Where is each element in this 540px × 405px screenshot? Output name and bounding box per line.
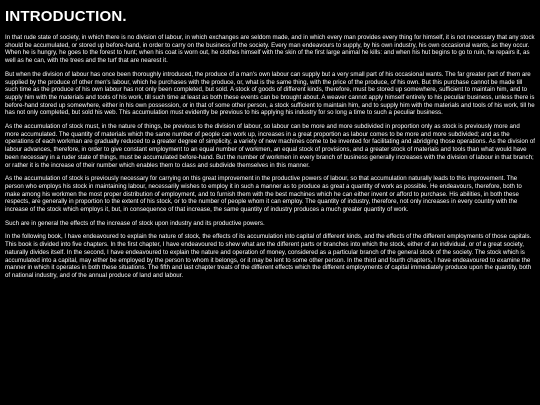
paragraph-1: In that rude state of society, in which there is no division of labour, in which exchanges are seldom made, and in which every man provides every thing for himself, it is not necessary that any stock should be accumulated, or stored up before-hand, in order to carry on the business of the society. Every man endeavours to supply, by his own industry, his own occasional wants, as they occur. When he is hungry, he goes to the forest to hunt; when his coat is worn out, he clothes himself with the skin of the first large animal he kills: and when his hut begins to go to ruin, he repairs it, as well as he can, with the trees and the turf that are nearest it. [5,34,535,65]
paragraph-5: Such are in general the effects of the increase of stock upon industry and its productive powers. [5,219,265,227]
paragraph-6: In the following book, I have endeavoured to explain the nature of stock, the effects of its accumulation into capital of different kinds, and the effects of the different employments of those capitals. This book is divided into five chapters. In the first chapter, I have endeavoured to shew what are the different parts or branches into which the stock, either of an individual, or of a great society, naturally divides itself. In the second, I have endeavoured to explain the nature and operation of money, considered as a particular branch of the general stock of the society. The stock which is accumulated into a capital, may either be employed by the person to whom it belongs, or it may be lent to some other person. In the third and fourth chapters, I have endeavoured to examine the manner in which it operates in both these situations. The fifth and last chapter treats of the different effects which the different employments of capital immediately produce upon the quantity, both of national industry, and of the annual produce of land and labour. [5,233,532,279]
paragraph-4: As the accumulation of stock is previously necessary for carrying on this great improvement in the productive powers of labour, so that accumulation naturally leads to this improvement. The person who employs his stock in maintaining labour, necessarily wishes to employ it in such a manner as to produce as great a quantity of work as possible. He endeavours, therefore, both to make among his workmen the most proper distribution of employment, and to furnish them with the best machines which he can either invent or afford to purchase. His abilities, in both these respects, are generally in proportion to the extent of his stock, or to the number of people whom it can employ. The quantity of industry, therefore, not only increases in every country with the increase of the stock which employs it, but, in consequence of that increase, the same quantity of industry produces a much greater quantity of work. [5,175,522,214]
page-title: INTRODUCTION. [5,8,127,25]
paragraph-3: As the accumulation of stock must, in the nature of things, be previous to the division of labour, so labour can be more and more subdivided in proportion only as stock is previously more and more accumulated. The quantity of materials which the same number of people can work up, increases in a great proportion as labour comes to be more and more subdivided; and as the operations of each workman are gradually reduced to a greater degree of simplicity, a variety of new machines come to be invented for facilitating and abridging those operations. As the division of labour advances, therefore, in order to give constant employment to an equal number of workmen, an equal stock of provisions, and a greater stock of materials and tools than what would have been necessary in a ruder state of things, must be accumulated before-hand. But the number of workmen in every branch of business generally increases with the division of labour in that branch; or rather it is the increase of their number which enables them to class and subdivide themselves in this manner. [5,123,535,169]
paragraph-2: But when the division of labour has once been thoroughly introduced, the produce of a man's own labour can supply but a very small part of his occasional wants. The far greater part of them are supplied by the produce of other men's labour, which he purchases with the produce, or, what is the same thing, with the price of the produce, of his own. But this purchase cannot be made till such time as the produce of his own labour has not only been completed, but sold. A stock of goods of different kinds, therefore, must be stored up somewhere, sufficient to maintain him, and to supply him with the materials and tools of his work, till such time at least as both these events can be brought about. A weaver cannot apply himself entirely to his peculiar business, unless there is before-hand stored up somewhere, either in his own possession, or in that of some other person, a stock sufficient to maintain him, and to supply him with the materials and tools of his work, till he has not only completed, but sold his web. This accumulation must evidently be previous to his applying his industry for so long a time to such a peculiar business. [5,70,535,117]
